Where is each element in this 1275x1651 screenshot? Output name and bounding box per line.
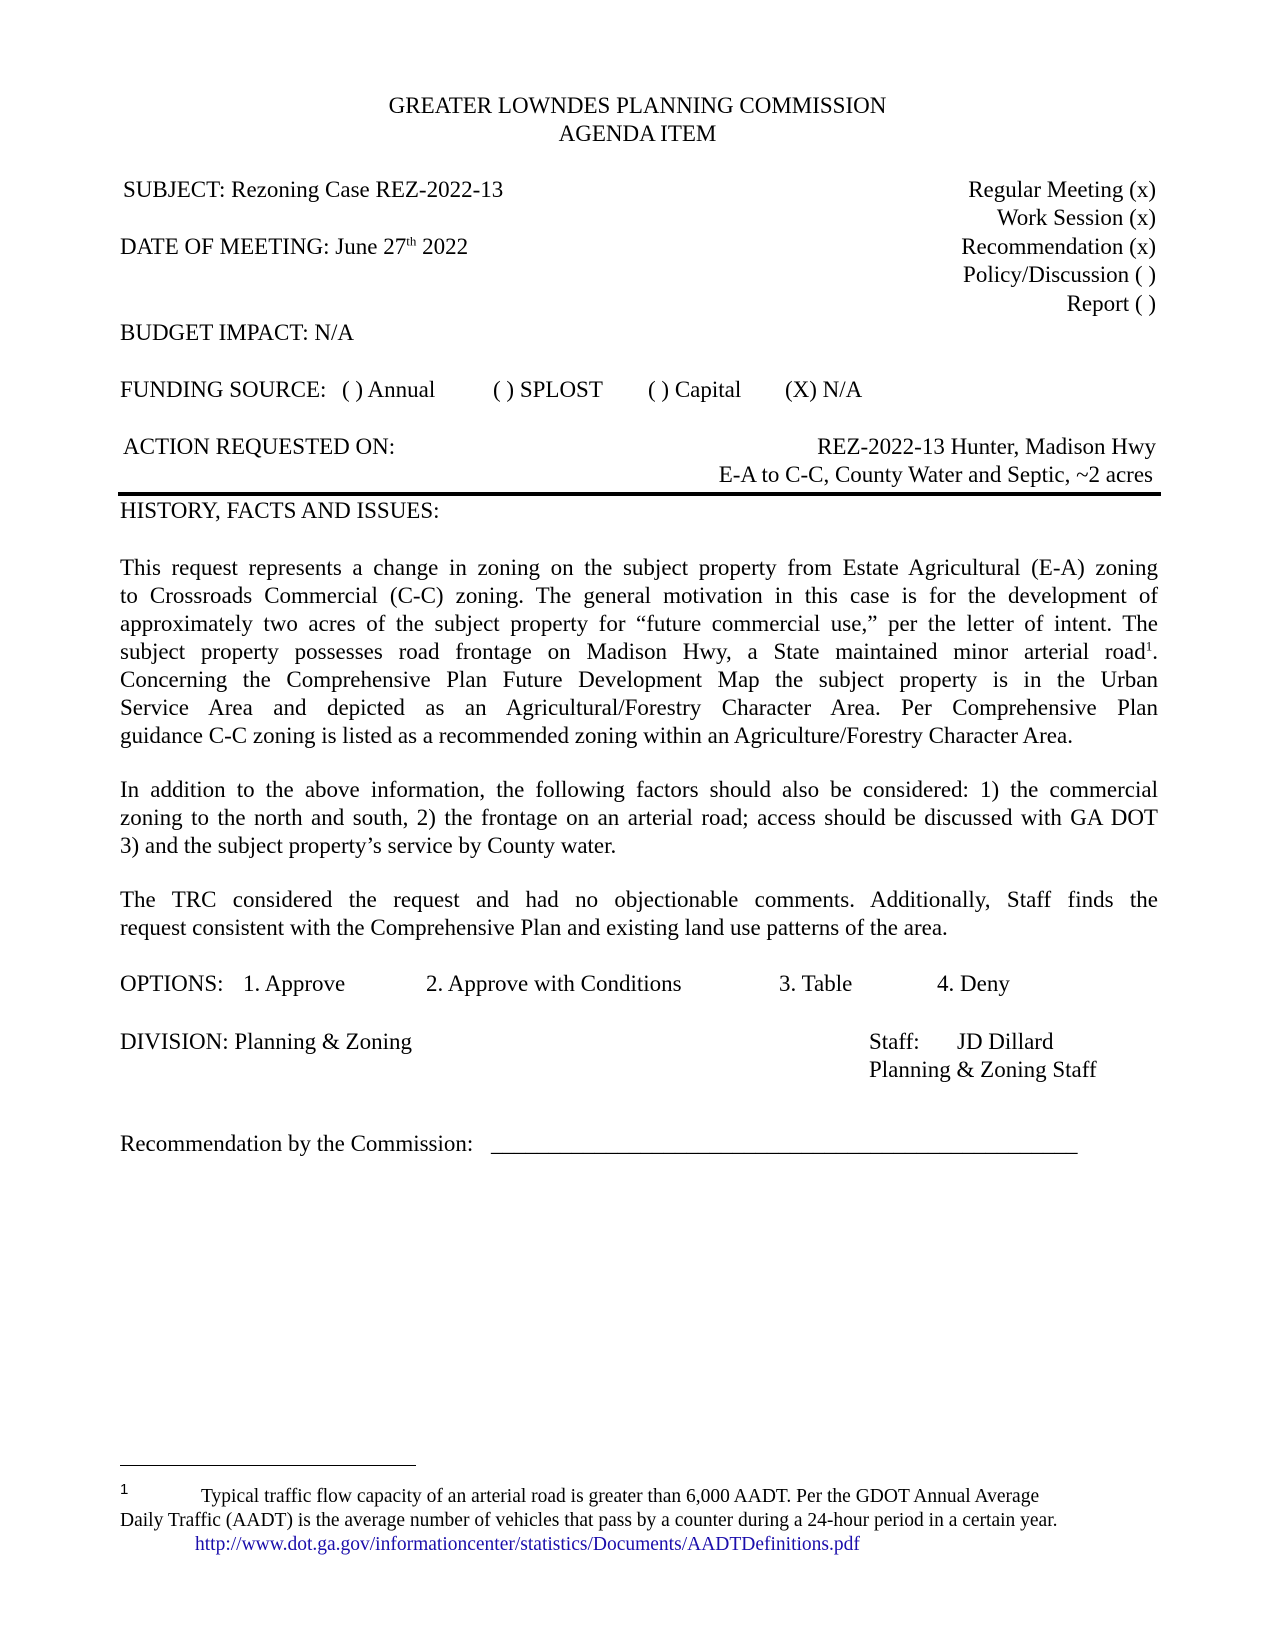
options-label: OPTIONS:	[120, 971, 224, 996]
paragraph-line: guidance C-C zoning is listed as a recommended zoning within an Agriculture/Forestry Character Area.	[120, 723, 1073, 748]
paragraph-line	[120, 638, 1158, 666]
paragraph-line: 3) and the subject property’s service by County water.	[120, 833, 617, 858]
recommendation-blank-line: ___________________________________________________	[491, 1131, 1078, 1156]
funding-option-annual: ( ) Annual	[342, 377, 436, 402]
history-paragraph-2	[120, 776, 1158, 860]
section-divider	[118, 492, 1161, 496]
meeting-date-main: DATE OF MEETING: June 27	[120, 234, 407, 259]
recommendation-label: Recommendation by the Commission:	[120, 1131, 474, 1156]
staff-label: Staff:	[869, 1029, 920, 1054]
aadt-definitions-link[interactable]: http://www.dot.ga.gov/informationcenter/statistics/Documents/AADTDefinitions.pdf	[195, 1534, 860, 1555]
paragraph-line: Concerning the Comprehensive Plan Future Development Map the subject property is in the Urban	[120, 667, 1158, 692]
document-subtitle: AGENDA ITEM	[558, 121, 717, 146]
meeting-type-regular: Regular Meeting (x)	[968, 177, 1156, 202]
footnote-line-1: Typical traffic flow capacity of an arterial road is greater than 6,000 AADT. Per the GDOT Annual Average	[201, 1486, 1040, 1507]
budget-impact: BUDGET IMPACT: N/A	[120, 320, 354, 345]
action-case: REZ-2022-13 Hunter, Madison Hwy	[817, 434, 1156, 459]
footnote-line-2: Daily Traffic (AADT) is the average number of vehicles that pass by a counter during a 24-hour period in a certain year.	[120, 1510, 1058, 1531]
meeting-type-work-session: Work Session (x)	[996, 205, 1156, 230]
meeting-type-report: Report ( )	[1066, 291, 1156, 316]
meeting-date-year: 2022	[416, 234, 469, 259]
staff-name: JD Dillard	[957, 1029, 1054, 1054]
history-paragraph-3	[120, 886, 1158, 942]
paragraph-line: The TRC considered the request and had no objectionable comments. Additionally, Staff finds the	[120, 887, 1158, 912]
option-deny: 4. Deny	[937, 971, 1010, 996]
history-paragraph-1	[120, 554, 1158, 750]
paragraph-line: to Crossroads Commercial (C-C) zoning. The general motivation in this case is for the development of	[120, 583, 1158, 608]
paragraph-line: Service Area and depicted as an Agricultural/Forestry Character Area. Per Comprehensive Plan	[120, 695, 1158, 720]
meeting-type-recommendation: Recommendation (x)	[961, 234, 1156, 259]
option-table: 3. Table	[779, 971, 853, 996]
footnote-divider	[120, 1465, 416, 1466]
footnote-reference: 1	[1145, 638, 1153, 654]
staff-title: Planning & Zoning Staff	[869, 1057, 1097, 1082]
footnote-marker: 1	[120, 1481, 129, 1498]
meeting-date-ordinal: th	[406, 233, 417, 249]
option-approve: 1. Approve	[243, 971, 346, 996]
funding-source-label: FUNDING SOURCE:	[120, 377, 327, 402]
paragraph-line: zoning to the north and south, 2) the frontage on an arterial road; access should be discussed with GA DOT	[120, 805, 1158, 830]
meeting-type-policy: Policy/Discussion ( )	[963, 262, 1156, 287]
history-heading: HISTORY, FACTS AND ISSUES:	[120, 498, 440, 523]
division: DIVISION: Planning & Zoning	[120, 1029, 412, 1054]
action-details: E-A to C-C, County Water and Septic, ~2 acres	[718, 462, 1153, 487]
paragraph-line: This request represents a change in zoning on the subject property from Estate Agricultural (E-A) zoning	[120, 555, 1158, 580]
paragraph-text: subject property possesses road frontage on Madison Hwy, a State maintained minor arterial road	[120, 639, 1146, 664]
option-approve-with-conditions: 2. Approve with Conditions	[426, 971, 682, 996]
paragraph-line: In addition to the above information, the following factors should also be considered: 1) the commercial	[120, 777, 1158, 802]
funding-option-na: (X) N/A	[785, 377, 863, 402]
paragraph-text: .	[1152, 639, 1158, 664]
meeting-date	[120, 233, 468, 261]
paragraph-line: approximately two acres of the subject property for “future commercial use,” per the letter of intent. The	[120, 611, 1158, 636]
subject-line: SUBJECT: Rezoning Case REZ-2022-13	[123, 177, 504, 202]
document-title: GREATER LOWNDES PLANNING COMMISSION	[388, 93, 887, 118]
action-requested-label: ACTION REQUESTED ON:	[123, 434, 396, 459]
funding-option-capital: ( ) Capital	[648, 377, 742, 402]
funding-option-splost: ( ) SPLOST	[493, 377, 603, 402]
paragraph-line: request consistent with the Comprehensive Plan and existing land use patterns of the area.	[120, 915, 948, 940]
